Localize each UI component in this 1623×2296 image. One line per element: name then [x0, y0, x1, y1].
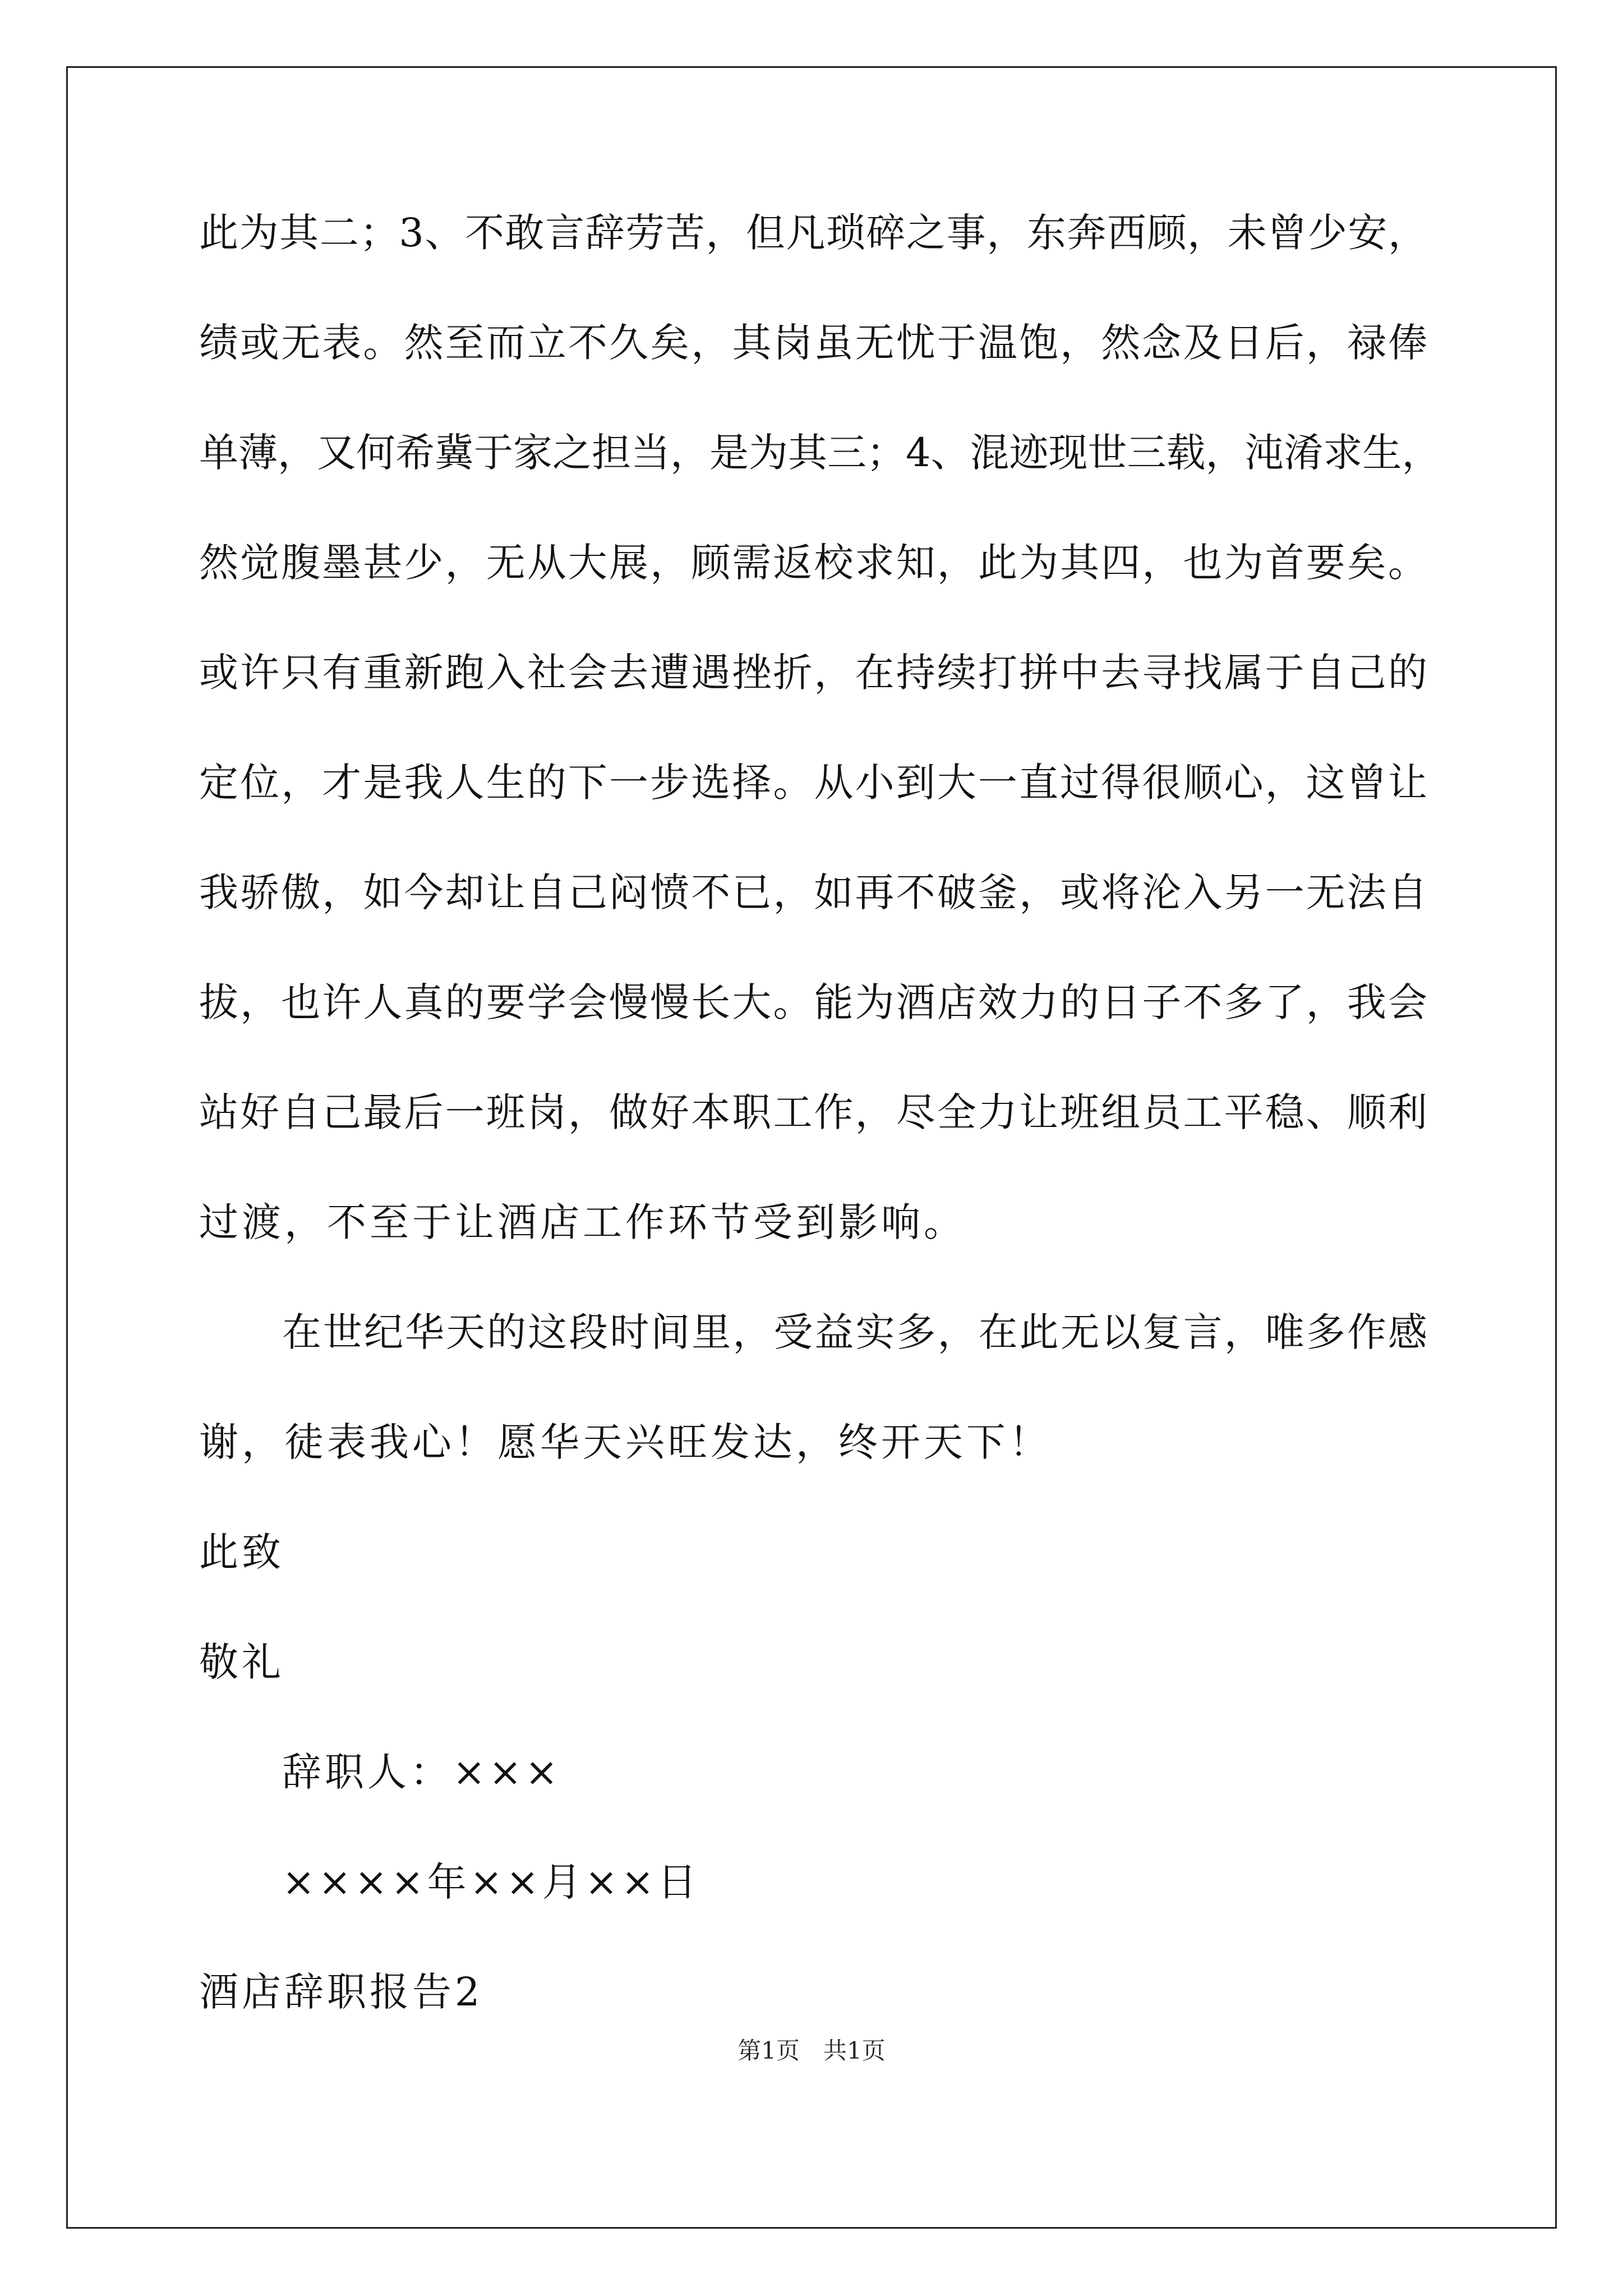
body-line-3: 单薄，又何希冀于家之担当，是为其三；4、混迹现世三载，沌淆求生，	[199, 430, 1441, 476]
body-line-2: 绩或无表。然至而立不久矣，其岗虽无忧于温饱，然念及日后，禄俸	[199, 320, 1427, 366]
date-line: ××××年××月××日	[282, 1859, 700, 1905]
body-line-1: 此为其二；3、不敢言辞劳苦，但凡琐碎之事，东奔西顾，未曾少安，	[199, 210, 1427, 256]
closing-regards: 敬礼	[199, 1639, 284, 1685]
body-line-6: 定位，才是我人生的下一步选择。从小到大一直过得很顺心，这曾让	[199, 760, 1427, 806]
page-number-footer: 第1页 共1页	[737, 2037, 886, 2064]
next-section-title: 酒店辞职报告2	[199, 1969, 483, 2015]
body-line-5: 或许只有重新跑入社会去遭遇挫折，在持续打拼中去寻找属于自己的	[199, 650, 1427, 696]
body-line-7: 我骄傲，如今却让自己闷愤不已，如再不破釜，或将沦入另一无法自	[199, 869, 1427, 915]
closing-salutation: 此致	[199, 1529, 284, 1575]
thanks-line-1: 在世纪华天的这段时间里，受益实多，在此无以复言，唯多作感	[282, 1309, 1427, 1355]
signature-line: 辞职人：×××	[282, 1749, 561, 1795]
body-line-10: 过渡，不至于让酒店工作环节受到影响。	[199, 1199, 966, 1245]
thanks-line-2: 谢，徒表我心！愿华天兴旺发达，终开天下！	[199, 1419, 1052, 1465]
body-line-4: 然觉腹墨甚少，无从大展，顾需返校求知，此为其四，也为首要矣。	[199, 540, 1427, 586]
body-line-8: 拔，也许人真的要学会慢慢长大。能为酒店效力的日子不多了，我会	[199, 979, 1427, 1025]
body-line-9: 站好自己最后一班岗，做好本职工作，尽全力让班组员工平稳、顺利	[199, 1089, 1427, 1135]
